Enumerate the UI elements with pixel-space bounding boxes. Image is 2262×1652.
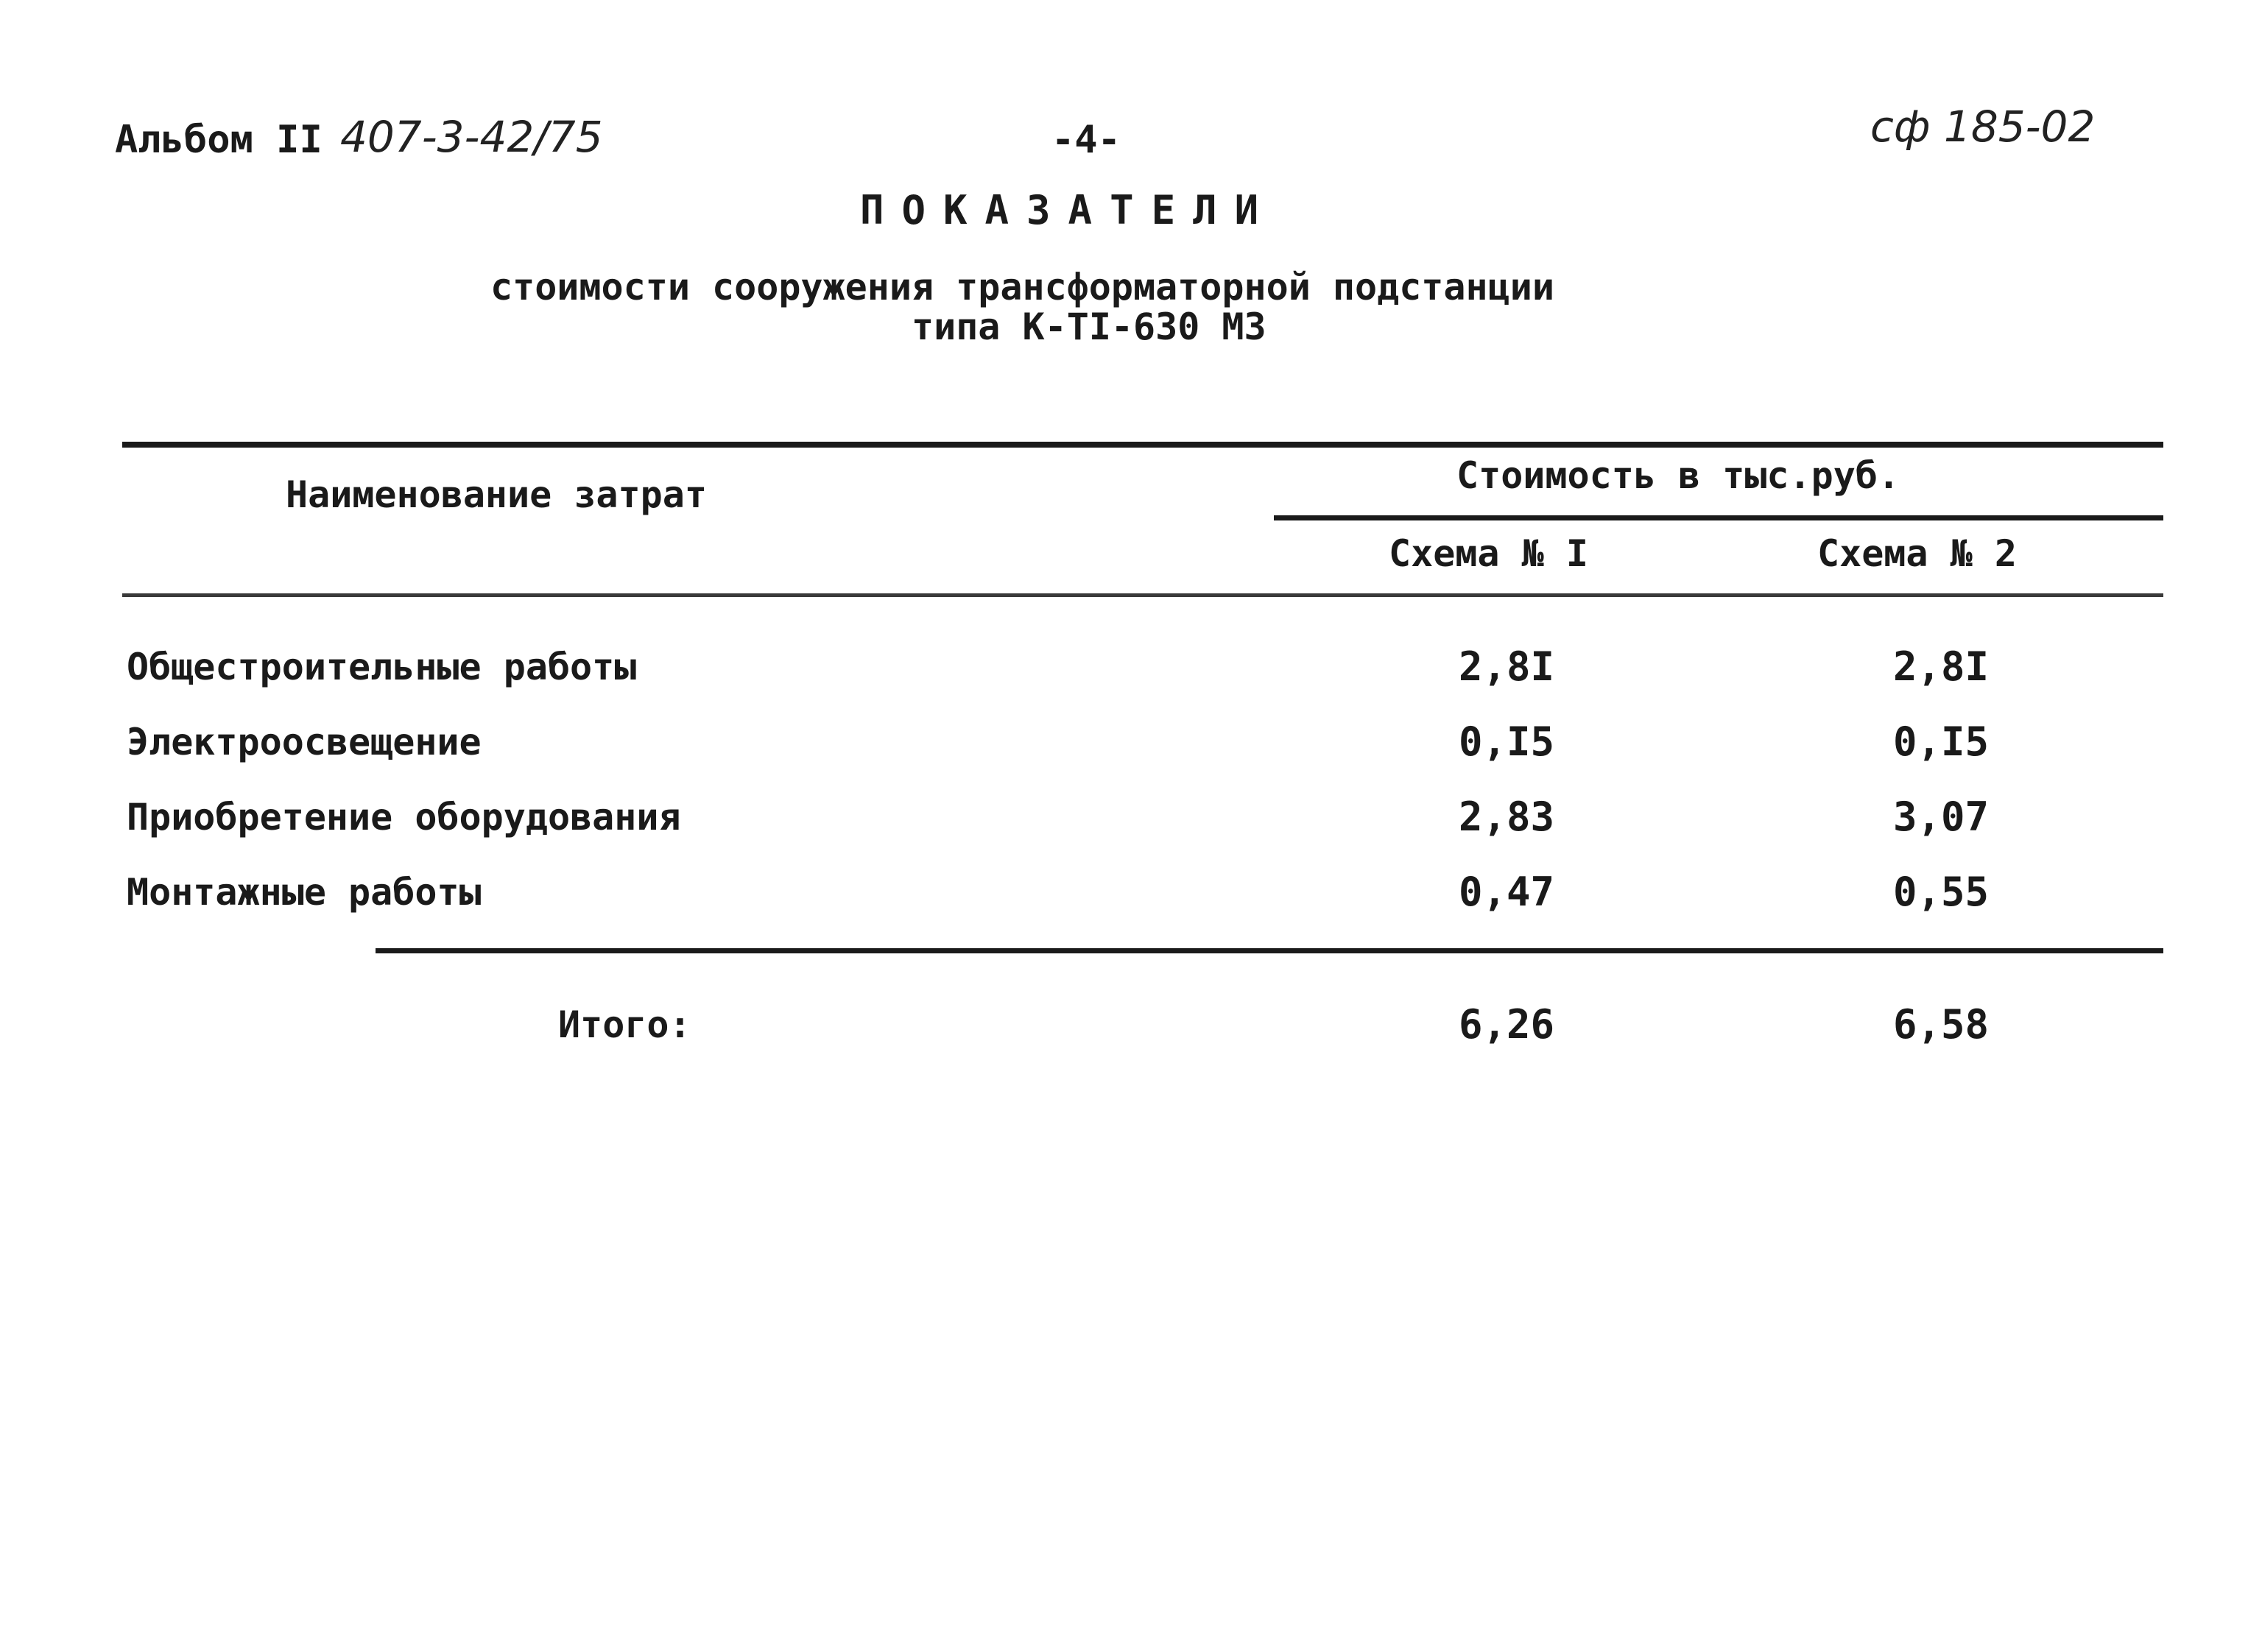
document-title: ПОКАЗАТЕЛИ <box>860 187 1277 233</box>
table-header-rule <box>122 593 2163 597</box>
row-scheme2-value: 0,I5 <box>1892 719 1990 765</box>
column-header-scheme2: Схема № 2 <box>1817 532 2017 575</box>
row-scheme1-value: 2,8I <box>1458 643 1555 690</box>
page-number: -4- <box>1051 118 1121 162</box>
column-header-scheme1: Схема № I <box>1389 532 1588 575</box>
row-name: Монтажные работы <box>127 871 482 914</box>
album-code: 407-3-42/75 <box>340 112 603 162</box>
total-scheme2-value: 6,58 <box>1892 1001 1990 1048</box>
row-scheme1-value: 2,83 <box>1458 794 1555 840</box>
table-top-rule <box>122 442 2163 448</box>
row-name: Электроосвещение <box>127 721 482 763</box>
sheet-code: сф 185-02 <box>1870 102 2096 152</box>
row-scheme2-value: 3,07 <box>1892 794 1990 840</box>
total-label: Итого: <box>558 1003 691 1046</box>
document-subtitle-line1: стоимости сооружения трансформаторной подстанции <box>490 266 1554 308</box>
cost-header-rule <box>1274 515 2163 520</box>
column-header-cost: Стоимость в тыс.руб. <box>1456 454 1900 497</box>
total-scheme1-value: 6,26 <box>1458 1001 1555 1048</box>
row-scheme2-value: 2,8I <box>1892 643 1990 690</box>
document-subtitle-line2: типа К-ТI-630 М3 <box>912 306 1266 348</box>
row-name: Общестроительные работы <box>127 646 637 688</box>
row-scheme1-value: 0,I5 <box>1458 719 1555 765</box>
row-name: Приобретение оборудования <box>127 796 681 839</box>
column-header-name: Наименование затрат <box>286 473 707 516</box>
row-scheme2-value: 0,55 <box>1892 869 1990 915</box>
album-label: Альбом II <box>115 118 323 162</box>
table-total-rule <box>376 948 2163 953</box>
row-scheme1-value: 0,47 <box>1458 869 1555 915</box>
